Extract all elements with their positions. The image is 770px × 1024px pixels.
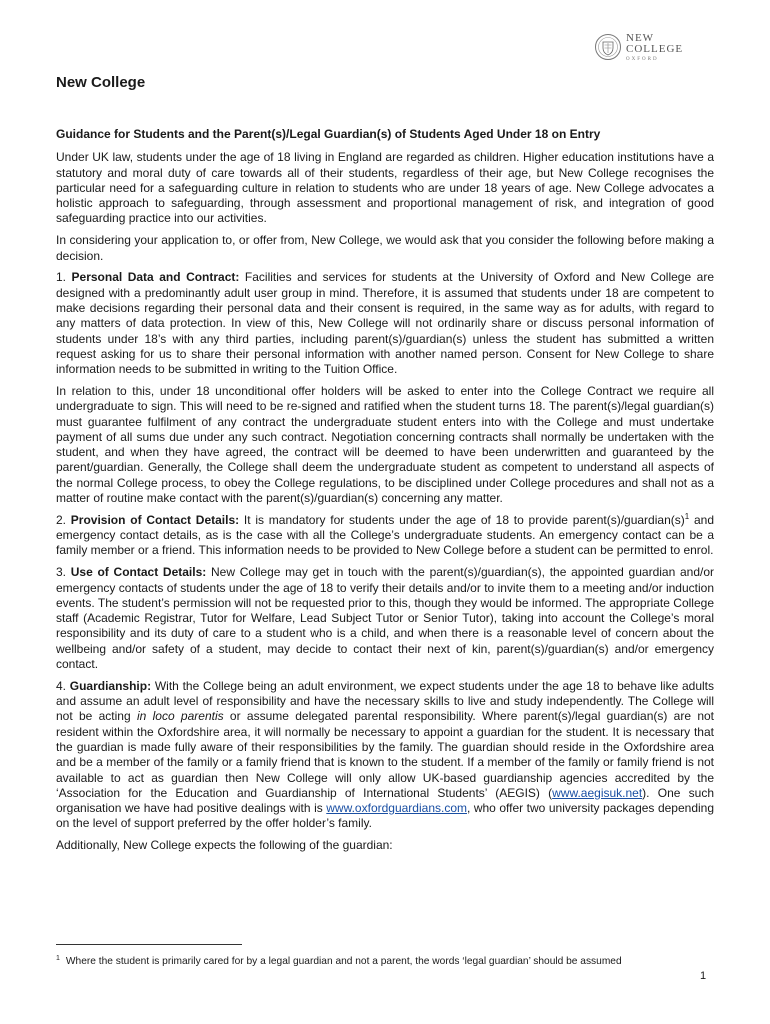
section-use-of-contact-details xyxy=(56,565,714,672)
footnote-reference[interactable]: 1 xyxy=(684,511,690,521)
section-title: Provision of Contact Details: xyxy=(70,512,240,527)
section-title: Use of Contact Details: xyxy=(70,565,207,580)
section-text: ). One such organisation we have had positive dealings with is xyxy=(56,785,714,816)
additionally-paragraph: Additionally, New College expects the following of the guardian: xyxy=(56,838,393,853)
section-text: It is mandatory for students under the age of 18 to provide parent(s)/guardian(s) xyxy=(239,512,685,527)
document-title: New College xyxy=(56,74,146,91)
logo-subtitle: OXFORD xyxy=(626,56,659,62)
college-logo xyxy=(594,32,714,62)
page-number: 1 xyxy=(700,970,707,982)
college-crest-icon xyxy=(594,33,622,61)
oxford-guardians-link[interactable]: www.oxfordguardians.com xyxy=(326,801,467,816)
section-text: New College may get in touch with the parent(s)/guardian(s), the appointed guardian and/or emergency contacts of students under the age of 18 to verify their details and/or to invite them to a meeting and/or induction events. The student’s permission will not be requested prior to this, though they would be informed. The appropriate College staff (Academic Registrar, Tutor for Welfare, Lead Subject Tutor or Senior Tutor), taking into account the College’s moral responsibility and its duty of care to a student who is a child, and when there is a reasonable level of concern about the wellbeing and/or safety of a student, may decide to contact their next of kin, parent(s)/guardian(s) and/or emergency contact. xyxy=(56,565,715,671)
footnote-marker: 1 xyxy=(56,954,60,962)
section-text: and emergency contact details, as is the case with all the College’s undergraduate students. An emergency contact can be a family member or a friend. This information needs to be provided to New College before a student can be permitted to enrol. xyxy=(56,512,714,558)
section-number: 3. xyxy=(56,565,71,580)
section-text: , who offer two university packages depending on the level of support preferred by the offer holder’s family. xyxy=(56,801,715,831)
section-number: 2. xyxy=(56,512,71,527)
section-number: 1. xyxy=(56,270,72,285)
logo-name: NEW COLLEGE xyxy=(626,31,684,55)
section-text: With the College being an adult environment, we expect students under the age 18 to behave like adults and assume an adult level of responsibility and have the necessary skills to live and study independently. The College will not be acting xyxy=(56,678,714,724)
document-body xyxy=(56,127,714,860)
section-personal-data xyxy=(56,270,714,377)
footnote xyxy=(56,955,716,968)
section-title: Personal Data and Contract: xyxy=(71,270,240,285)
section-title: Guardianship: xyxy=(69,678,152,693)
footnote-text: Where the student is primarily cared for by a legal guardian and not a parent, the words ‘legal guardian’ should be assumed xyxy=(65,956,622,967)
section-guardianship xyxy=(56,679,714,832)
footnote-divider xyxy=(56,944,242,945)
section-contact-details xyxy=(56,513,714,559)
latin-phrase: in loco parentis xyxy=(136,709,224,724)
section-text: or assume delegated parental responsibility. Where parent(s)/legal guardian(s) are not resident within the Oxfordshire area, it will normally be necessary to appoint a guardian for the student. It is necessary that the guardian is made fully aware of their responsibilities by the family. The guardian should reside in the Oxfordshire area and be a member of the family or a family friend that is known to the student. If a member of the family or family friend is not available to act as guardian then New College will only allow UK-based guardianship agencies accredited by the ‘Association for the Education and Guardianship of International Students’ (AEGIS) ( xyxy=(56,709,714,800)
document-heading: Guidance for Students and the Parent(s)/Legal Guardian(s) of Students Aged Under 18 on Entry xyxy=(56,127,601,141)
section-text: Facilities and services for students at the University of Oxford and New College are designed with a predominantly adult user group in mind. Therefore, it is assumed that students under 18 are competent to make decisions regarding their personal data and their consent is required, in the same way as for adults, with regard to any matters of data protection. In view of this, New College will not ordinarily share or discuss personal information of students under 18’s with any third parties, including parent(s)/guardian(s) unless the student has submitted a written request asking for us to share their personal information with another named person. Consent for New College to share information needs to be submitted in writing to the Tuition Office. xyxy=(56,270,714,377)
aegis-link[interactable]: www.aegisuk.net xyxy=(552,785,643,800)
intro-paragraph-2: In considering your application to, or offer from, New College, we would ask that you consider the following before making a decision. xyxy=(56,233,714,263)
section-number: 4. xyxy=(56,678,70,693)
section-personal-data-paragraph-2: In relation to this, under 18 unconditional offer holders will be asked to enter into the College Contract we require all undergraduate to sign. This will need to be re-signed and ratified when the student turns 18. The parent(s)/legal guardian(s) must guarantee fulfilment of any contract the undergraduate student enters into with the College and must undertake payment of all sums due under any such contract. Negotiation concerning contracts shall normally be undertaken with the student, and when they have agreed, the contract will be deemed to have been underwritten and guaranteed by the parent/guardian. Generally, the College shall deem the undergraduate student as competent to understand all aspects of the normal College process, to obey the College regulations, to be disciplined under College procedures and shall not as a matter of routine make contact with the parent(s)/guardian(s) concerning any matter. xyxy=(56,383,714,506)
logo-wordmark xyxy=(626,33,714,62)
intro-paragraph-1: Under UK law, students under the age of 18 living in England are regarded as children. Higher education institutions have a statutory and moral duty of care towards all of their students, regardless of their age, but New College recognises the particular need for a safeguarding culture in relation to students who are under 18 years of age. New College advocates a holistic approach to safeguarding, through assessment and proportional management of risk, and integration of good safeguarding practice into our activities. xyxy=(56,150,714,226)
